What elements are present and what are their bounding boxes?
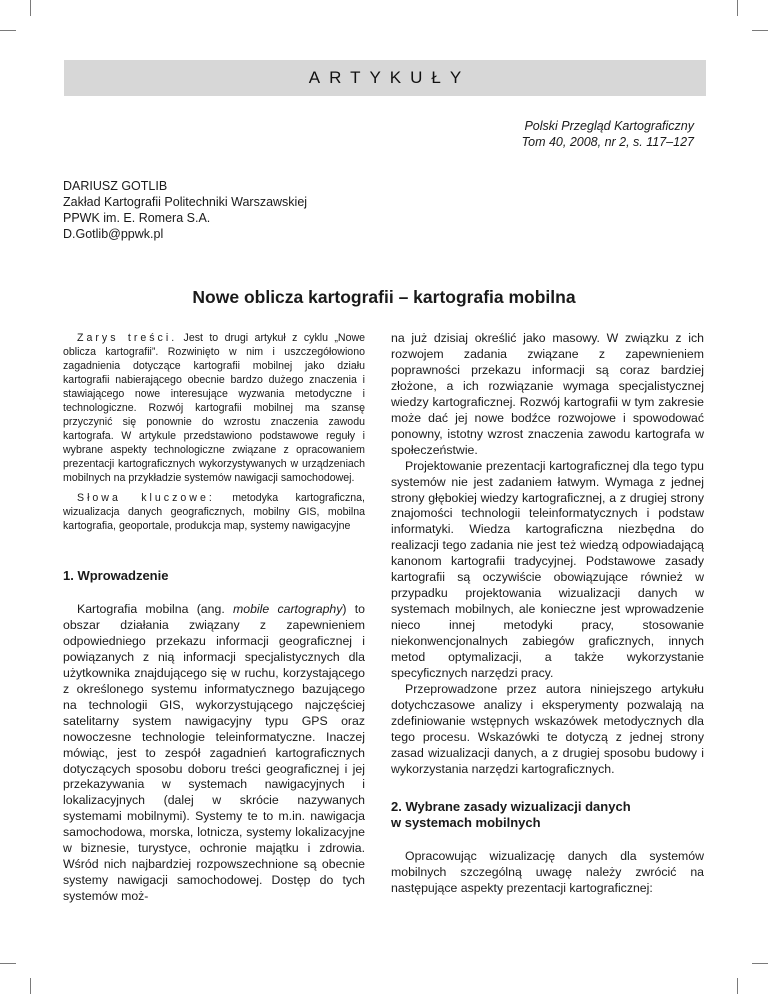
keywords-label: Słowa kluczowe: [77, 492, 215, 504]
paragraph-text: Kartografia mobilna (ang. [77, 602, 233, 616]
section-1-paragraph [63, 602, 365, 905]
heading-line: w systemach mobilnych [391, 814, 541, 830]
abstract-text: Jest to drugi artykuł z cyklu „Nowe oblicza kartografii”. Rozwinięto w nim i uszczegółowiono zagadnienia dotyczące kartografii mobilnej jako działu kartografii nabierającego obecnie bardzo dużego znaczenia i stawiającego nowe interesujące wyzwania metodyczne i technologiczne. Rozwój kartografii mobilnej ma szansę przyczynić się ponownie do wzrostu znaczenia zawodu kartografa. W artykule przedstawiono podstawowe reguły i wybrane aspekty technologiczne związane z opracowaniem prezentacji kartograficznych wykorzystywanych w urządzeniach mobilnych na przykładzie systemów nawigacji samochodowej. [63, 332, 365, 484]
heading-line: 2. Wybrane zasady wizualizacji danych [391, 798, 631, 814]
abstract-label: Zarys treści. [77, 332, 178, 344]
keywords-text: metodyka kartograficzna, wizualizacja danych geograficznych, mobilny GIS, mobilna kartografia, geoportale, produkcja map, systemy nawigacyjne [63, 492, 366, 532]
author-email[interactable]: D.Gotlib@ppwk.pl [63, 227, 164, 241]
paragraph-text: ) to obszar działania związany z zapewnieniem odpowiedniego przekazu informacji geograficznej i powiązanych z nią informacji specjalistycznych dla użytkownika znajdującego się w ruchu, korzystającego z określonego systemu informatycznego bazującego na technologii GIS, wykorzystującego najczęściej satelitarny system nawigacyjny typu GPS oraz nowoczesne technologie teleinformatyczne. Inaczej mówiąc, jest to zespół zagadnień kartograficznych dotyczących sposobu doboru treści geograficznej i jej przekazywania w systemach nawigacyjnych i lokalizacyjnych (dalej w skrócie nazywanych systemami mobilnymi). Systemy te to m.in. nawigacja samochodowa, morska, lotnicza, systemy lokalizacyjne w biznesie, turystyce, ochronie majątku i zdrowia. Wśród nich najbardziej rozpowszechnione są obecnie systemy nawigacji samochodowej. Dostęp do tych systemów moż- [63, 602, 365, 904]
crop-mark [737, 0, 738, 16]
keywords [63, 491, 365, 533]
term-italic: mobile cartography [232, 602, 343, 616]
journal-issue: Tom 40, 2008, nr 2, s. 117–127 [521, 135, 694, 149]
author-affiliation: Zakład Kartografii Politechniki Warszawskiej [63, 195, 308, 209]
author-block [63, 178, 307, 242]
article-title: Nowe oblicza kartografii – kartografia mobilna [192, 287, 576, 307]
section-header: ARTYKUŁY [308, 68, 471, 87]
paragraph: Projektowanie prezentacji kartograficznej dla tego typu systemów nie jest zadaniem łatwym. Wymaga z jednej strony głębokiej wiedzy kartograficznej, a z drugiej strony znajomości technologii teleinformatycznych i podstaw informatyki. Wiedza kartograficzna niezbędna do realizacji tego zadania nie jest też wiedzą odpowiadającą kanonom kartografii tradycyjnej. Podstawowe zasady kartografii są oczywiście obowiązujące również w przypadku projektowania wizualizacji danych w systemach mobilnych, ale konieczne jest wprowadzenie nieco innej metodyki pracy, stosowanie niekonwencjonalnych zabiegów graficznych, innych metod optymalizacji, a także wykorzystanie specyficznych narzędzi pracy. [391, 458, 704, 681]
section-2-paragraph: Opracowując wizualizację danych dla systemów mobilnych szczególną uwagę należy zwrócić na następujące aspekty prezentacji kartograficznej: [391, 848, 704, 895]
journal-name: Polski Przegląd Kartograficzny [524, 119, 694, 133]
section-1-heading: 1. Wprowadzenie [63, 568, 169, 583]
author-name: DARIUSZ GOTLIB [63, 179, 168, 193]
crop-mark [752, 30, 768, 31]
left-column [63, 331, 365, 905]
crop-mark [0, 963, 16, 964]
abstract [63, 331, 365, 485]
paragraph: na już dzisiaj określić jako masowy. W związku z ich rozwojem zadania związane z zapewnieniem poprawności przekazu informacji są coraz bardziej złożone, a ich rozwiązanie wymaga specjalistycznej wiedzy kartograficznej. Rozwój kartografii w tym zakresie może dać jej nowe bodźce rozwojowe i spowodować ponowny, istotny wzrost znaczenia zawodu kartografa w społeczeństwie. [391, 331, 704, 457]
paragraph: Przeprowadzone przez autora niniejszego artykułu dotychczasowe analizy i eksperymenty pozwalają na zdefiniowanie wstępnych wskazówek metodycznych dla tego procesu. Wskazówki te dotyczą z jednej strony zasad wizualizacji danych, a z drugiej sposobu budowy i wykorzystania narzędzi kartograficznych. [391, 681, 704, 776]
section-header-band [64, 60, 706, 96]
crop-mark [30, 0, 31, 16]
journal-citation [522, 118, 694, 150]
right-column [391, 331, 704, 897]
section-2-heading [391, 799, 704, 831]
crop-mark [737, 978, 738, 994]
crop-mark [30, 978, 31, 994]
crop-mark [0, 30, 16, 31]
crop-mark [752, 963, 768, 964]
author-affiliation: PPWK im. E. Romera S.A. [63, 211, 211, 225]
